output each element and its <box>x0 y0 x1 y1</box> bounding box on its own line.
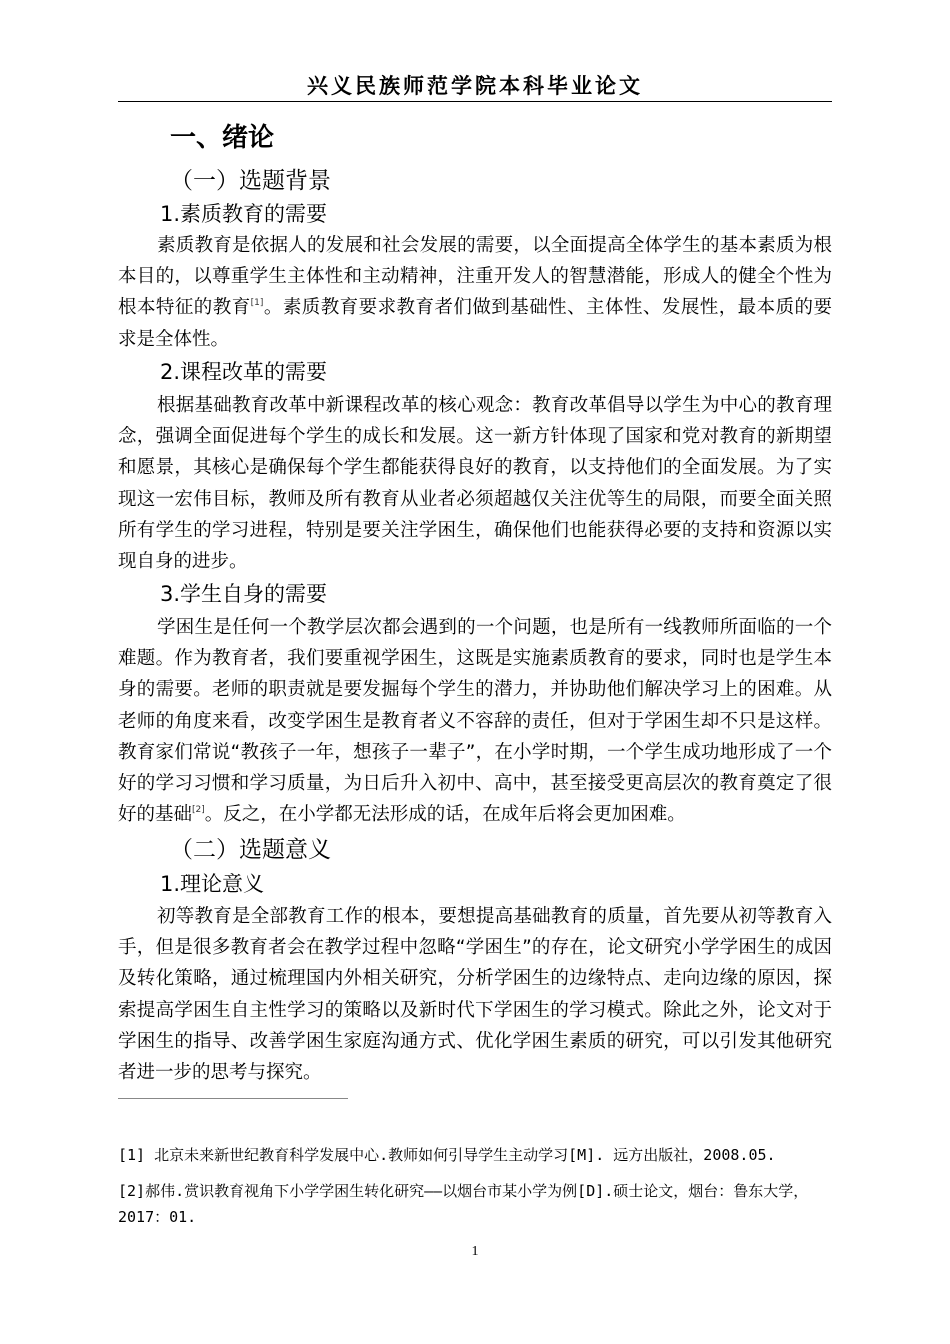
paragraph-theoretical-significance: 初等教育是全部教育工作的根本，要想提高基础教育的质量，首先要从初等教育入手，但是很多教育者会在教学过程中忽略“学困生”的存在，论文研究小学学困生的成因及转化策略，通过梳理国内外相关研究，分析学困生的边缘特点、走向边缘的原因，探索提高学困生自主性学习的策略以及新时代下学困生的学习模式。除此之外，论文对于学困生的指导、改善学困生家庭沟通方式、优化学困生素质的研究，可以引发其他研究者进一步的思考与探究。 <box>118 906 832 1084</box>
section-heading: 一、绪论 <box>170 123 275 153</box>
item-heading-quality-education: 1.素质教育的需要 <box>160 202 328 226</box>
citation-ref-2: [2] <box>192 805 205 816</box>
subsection-heading-significance: （二）选题意义 <box>170 837 331 863</box>
page-number: 1 <box>471 1244 479 1259</box>
item-heading-curriculum-reform: 2.课程改革的需要 <box>160 360 328 384</box>
footnote-1: [1] 北京未来新世纪教育科学发展中心.教师如何引导学生主动学习[M]. 远方出版社，2008.05. <box>118 1146 776 1164</box>
header-rule <box>118 101 832 102</box>
paragraph-text: 学困生是任何一个教学层次都会遇到的一个问题，也是所有一线教师所面临的一个难题。作为教育者，我们要重视学困生，这既是实施素质教育的要求，同时也是学生本身的需要。老师的职责就是要发掘每个学生的潜力，并协助他们解决学习上的困难。从老师的角度来看，改变学困生是教育者义不容辞的责任，但对于学困生却不只是这样。教育家们常说“教孩子一年，想孩子一辈子”，在小学时期，一个学生成功地形成了一个好的学习习惯和学习质量，为日后升入初中、高中，甚至接受更高层次的教育奠定了很好的基础 <box>118 617 832 826</box>
paragraph-curriculum-reform: 根据基础教育改革中新课程改革的核心观念：教育改革倡导以学生为中心的教育理念，强调全面促进每个学生的成长和发展。这一新方针体现了国家和党对教育的新期望和愿景，其核心是确保每个学生都能获得良好的教育，以支持他们的全面发展。为了实现这一宏伟目标，教师及所有教育从业者必须超越仅关注优等生的局限，而要全面关照所有学生的学习进程，特别是要关注学困生，确保他们也能获得必要的支持和资源以实现自身的进步。 <box>118 395 832 573</box>
footnote-rule <box>118 1098 348 1099</box>
item-heading-theoretical-significance: 1.理论意义 <box>160 872 265 896</box>
subsection-heading-background: （一）选题背景 <box>170 168 331 194</box>
paragraph-text: 。反之，在小学都无法形成的话，在成年后将会更加困难。 <box>204 804 686 826</box>
item-heading-student-needs: 3.学生自身的需要 <box>160 582 328 606</box>
paragraph-text: 素质教育是依据人的发展和社会发展的需要，以全面提高全体学生的基本素质为根本目的，以尊重学生主体性和主动精神，注重开发人的智慧潜能，形成人的健全个性为根本特征的教育 <box>118 235 832 319</box>
footnote-2: [2]郝伟.赏识教育视角下小学学困生转化研究——以烟台市某小学为例[D].硕士论文，烟台：鲁东大学，2017：01. <box>118 1182 809 1226</box>
paragraph-student-needs <box>118 612 832 830</box>
running-header: 兴义民族师范学院本科毕业论文 <box>307 74 643 98</box>
citation-ref-1: [1] <box>250 298 264 309</box>
paragraph-text: 。素质教育要求教育者们做到基础性、主体性、发展性，最本质的要求是全体性。 <box>118 297 832 350</box>
paragraph-quality-education <box>118 230 832 355</box>
